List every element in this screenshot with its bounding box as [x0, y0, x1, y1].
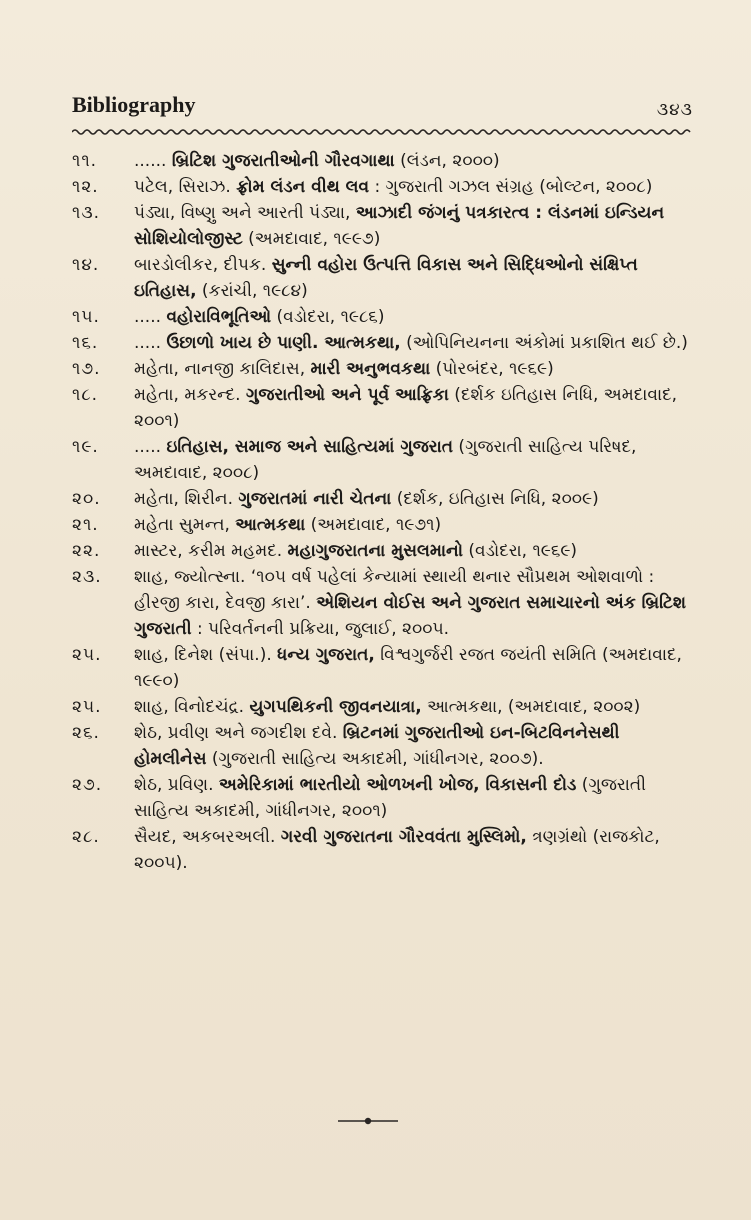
bibliography-entry — [72, 720, 693, 772]
entry-publication: (વડોદરા, ૧૯૬૯) — [462, 541, 578, 561]
entry-author: મહેતા, નાનજી કાલિદાસ, — [134, 359, 311, 379]
entry-text — [134, 642, 693, 694]
bibliography-entry — [72, 252, 693, 304]
entry-publication: (દર્શક ઇતિહાસ નિધિ, અમદાવાદ, ૨૦૦૧) — [134, 385, 678, 431]
entry-author: બારડોલીકર, દીપક. — [134, 255, 272, 275]
entry-author: માસ્ટર, કરીમ મહમદ. — [134, 541, 288, 561]
entry-number: ૨૬. — [72, 723, 100, 743]
entry-text — [134, 252, 693, 304]
end-ornament — [338, 1114, 398, 1128]
bibliography-entry — [72, 174, 693, 200]
entry-number: ૧૫. — [72, 307, 100, 327]
entry-title: યુગપથિકની જીવનયાત્રા, — [249, 697, 422, 717]
bibliography-entry — [72, 642, 693, 694]
entry-text — [134, 382, 693, 434]
entry-number: ૨૫. — [72, 697, 102, 717]
entry-text — [134, 694, 693, 720]
entry-publication: વિશ્વગુર્જરી રજત જયંતી સમિતિ (અમદાવાદ, ૧૯૯૦) — [134, 645, 682, 691]
entry-author: પટેલ, સિરાઝ. — [134, 177, 237, 197]
entry-number: ૧૮. — [72, 385, 99, 405]
entry-title: ગુજરાતીઓ અને પૂર્વ આફ્રિકા — [245, 385, 449, 405]
entry-text — [134, 512, 693, 538]
entry-title: મહાગુજરાતના મુસલમાનો — [287, 541, 463, 561]
entry-number: ૧૪. — [72, 255, 100, 275]
bibliography-entry — [72, 200, 693, 252]
entry-number: ૧૧. — [72, 151, 98, 171]
entry-title: ઇતિહાસ, સમાજ અને સાહિત્યમાં ગુજરાત — [166, 437, 454, 457]
bibliography-entry — [72, 564, 693, 642]
entry-publication: (દર્શક, ઇતિહાસ નિધિ, ૨૦૦૯) — [391, 489, 599, 509]
entry-author: શેઠ, પ્રવીણ અને જગદીશ દવે. — [134, 723, 343, 743]
bibliography-entry — [72, 382, 693, 434]
entry-number: ૧૨. — [72, 177, 99, 197]
entry-author: મહેતા સુમન્ત, — [134, 515, 236, 535]
entry-publication: (ગુજરાતી સાહિત્ય અકાદમી, ગાંધીનગર, ૨૦૦૭). — [206, 749, 544, 769]
entry-author: પંડ્યા, વિષ્ણુ અને આરતી પંડ્યા, — [134, 203, 356, 223]
bibliography-entry — [72, 330, 693, 356]
entry-publication: ત્રણગ્રંથો (રાજકોટ, ૨૦૦૫). — [134, 827, 660, 873]
bibliography-entry — [72, 356, 693, 382]
entry-number: ૨૭. — [72, 775, 103, 795]
entry-author: શાહ, વિનોદચંદ્ર. — [134, 697, 250, 717]
entry-text — [134, 720, 693, 772]
entry-author: મહેતા, મકરન્દ. — [134, 385, 246, 405]
entry-number: ૨૩. — [72, 567, 102, 587]
entry-text — [134, 538, 693, 564]
entry-author: શેઠ, પ્રવિણ. — [134, 775, 219, 795]
entry-publication: : ગુજરાતી ગઝલ સંગ્રહ (બોલ્ટન, ૨૦૦૮) — [369, 177, 653, 197]
decorative-wavy-rule — [72, 128, 693, 136]
entry-title: સુન્ની વહોરા ઉત્પત્તિ વિકાસ અને સિદ્ધિઓનો સંક્ષિપ્ત ઇતિહાસ, — [134, 255, 638, 301]
entry-number: ૨૧. — [72, 515, 99, 535]
bibliography-entry — [72, 486, 693, 512]
entry-text — [134, 304, 693, 330]
bibliography-entry — [72, 694, 693, 720]
entry-text — [134, 772, 693, 824]
entry-title: આત્મકથા — [235, 515, 306, 535]
entry-publication: (કરાંચી, ૧૯૮૪) — [196, 281, 308, 301]
page-number: ૩૪૩ — [656, 100, 693, 120]
entry-author: ..... — [134, 307, 167, 327]
entry-title: આઝાદી જંગનું પત્રકારત્વ : લંડનમાં ઇન્ડિયન સોશિયોલોજીસ્ટ — [134, 203, 665, 249]
entry-text — [134, 330, 693, 356]
entry-author: મહેતા, શિરીન. — [134, 489, 239, 509]
entry-text — [134, 200, 693, 252]
entry-title: ફ્રોમ લંડન વીથ લવ — [236, 177, 370, 197]
entry-title: ઉછાળો ખાય છે પાણી. આત્મકથા, — [166, 333, 401, 353]
entry-title: ગરવી ગુજરાતના ગૌરવવંતા મુસ્લિમો, — [280, 827, 527, 847]
entry-author: ..... — [134, 437, 167, 457]
bibliography-entry — [72, 304, 693, 330]
entry-number: ૧૯. — [72, 437, 99, 457]
entry-author: શાહ, જ્યોત્સ્ના. ‘૧૦૫ વર્ષ પહેલાં કેન્યામાં સ્થાયી થનાર સૌપ્રથમ ઓશવાળો : હીરજી કારા, દેવજી કારા’. — [134, 567, 655, 613]
entry-text — [134, 434, 693, 486]
entry-text — [134, 356, 693, 382]
entry-publication: (ગુજરાતી સાહિત્ય પરિષદ, અમદાવાદ, ૨૦૦૮) — [134, 437, 637, 483]
page-header — [72, 92, 693, 126]
entry-publication: (પોરબંદર, ૧૯૬૯) — [430, 359, 554, 379]
entry-text — [134, 564, 693, 642]
bibliography-entry — [72, 434, 693, 486]
entry-publication: (અમદાવાદ, ૧૯૭૧) — [305, 515, 442, 535]
entry-title: બ્રિટિશ ગુજરાતીઓની ગૌરવગાથા — [171, 151, 395, 171]
entry-author: સૈયદ, અકબરઅલી. — [134, 827, 281, 847]
entry-number: ૨૮. — [72, 827, 100, 847]
entry-number: ૧૬. — [72, 333, 99, 353]
entry-publication: (અમદાવાદ, ૧૯૯૭) — [242, 229, 381, 249]
entry-author: શાહ, દિનેશ (સંપા.). — [134, 645, 278, 665]
entry-publication: (ઓપિનિયનના અંકોમાં પ્રકાશિત થઈ છે.) — [400, 333, 688, 353]
entry-title: અમેરિકામાં ભારતીયો ઓળખની ખોજ, વિકાસની દોડ — [218, 775, 577, 795]
entry-text — [134, 486, 693, 512]
entry-title: બ્રિટનમાં ગુજરાતીઓ ઇન-બિટવિનનેસથી હોમલીનેસ — [134, 723, 620, 769]
entry-title: એશિયન વોઈસ અને ગુજરાત સમાચારનો અંક બ્રિટિશ ગુજરાતી — [134, 593, 686, 639]
entry-number: ૨૦. — [72, 489, 101, 509]
entry-publication: આત્મકથા, (અમદાવાદ, ૨૦૦૨) — [421, 697, 641, 717]
entry-text — [134, 824, 693, 876]
entry-title: ધન્ય ગુજરાત, — [277, 645, 375, 665]
bibliography-list — [72, 148, 693, 876]
bibliography-entry — [72, 772, 693, 824]
entry-title: મારી અનુભવકથા — [310, 359, 431, 379]
entry-title: વહોરાવિભૂતિઓ — [166, 307, 272, 327]
bibliography-entry — [72, 148, 693, 174]
entry-publication: (લંડન, ૨૦૦૦) — [394, 151, 500, 171]
entry-publication: (વડોદરા, ૧૯૮૬) — [271, 307, 385, 327]
entry-publication: : પરિવર્તનની પ્રક્રિયા, જુલાઈ, ૨૦૦૫. — [191, 619, 450, 639]
entry-title: ગુજરાતમાં નારી ચેતના — [238, 489, 392, 509]
entry-number: ૨૨. — [72, 541, 101, 561]
bibliography-entry — [72, 512, 693, 538]
entry-number: ૧૩. — [72, 203, 101, 223]
bibliography-entry — [72, 824, 693, 876]
bibliography-entry — [72, 538, 693, 564]
entry-author: ...... — [134, 151, 172, 171]
running-title: Bibliography — [72, 92, 196, 117]
entry-author: ..... — [134, 333, 167, 353]
entry-publication: (ગુજરાતી સાહિત્ય અકાદમી, ગાંધીનગર, ૨૦૦૧) — [134, 775, 647, 821]
entry-number: ૧૭. — [72, 359, 101, 379]
entry-text — [134, 174, 693, 200]
entry-text — [134, 148, 693, 174]
entry-number: ૨૫. — [72, 645, 102, 665]
